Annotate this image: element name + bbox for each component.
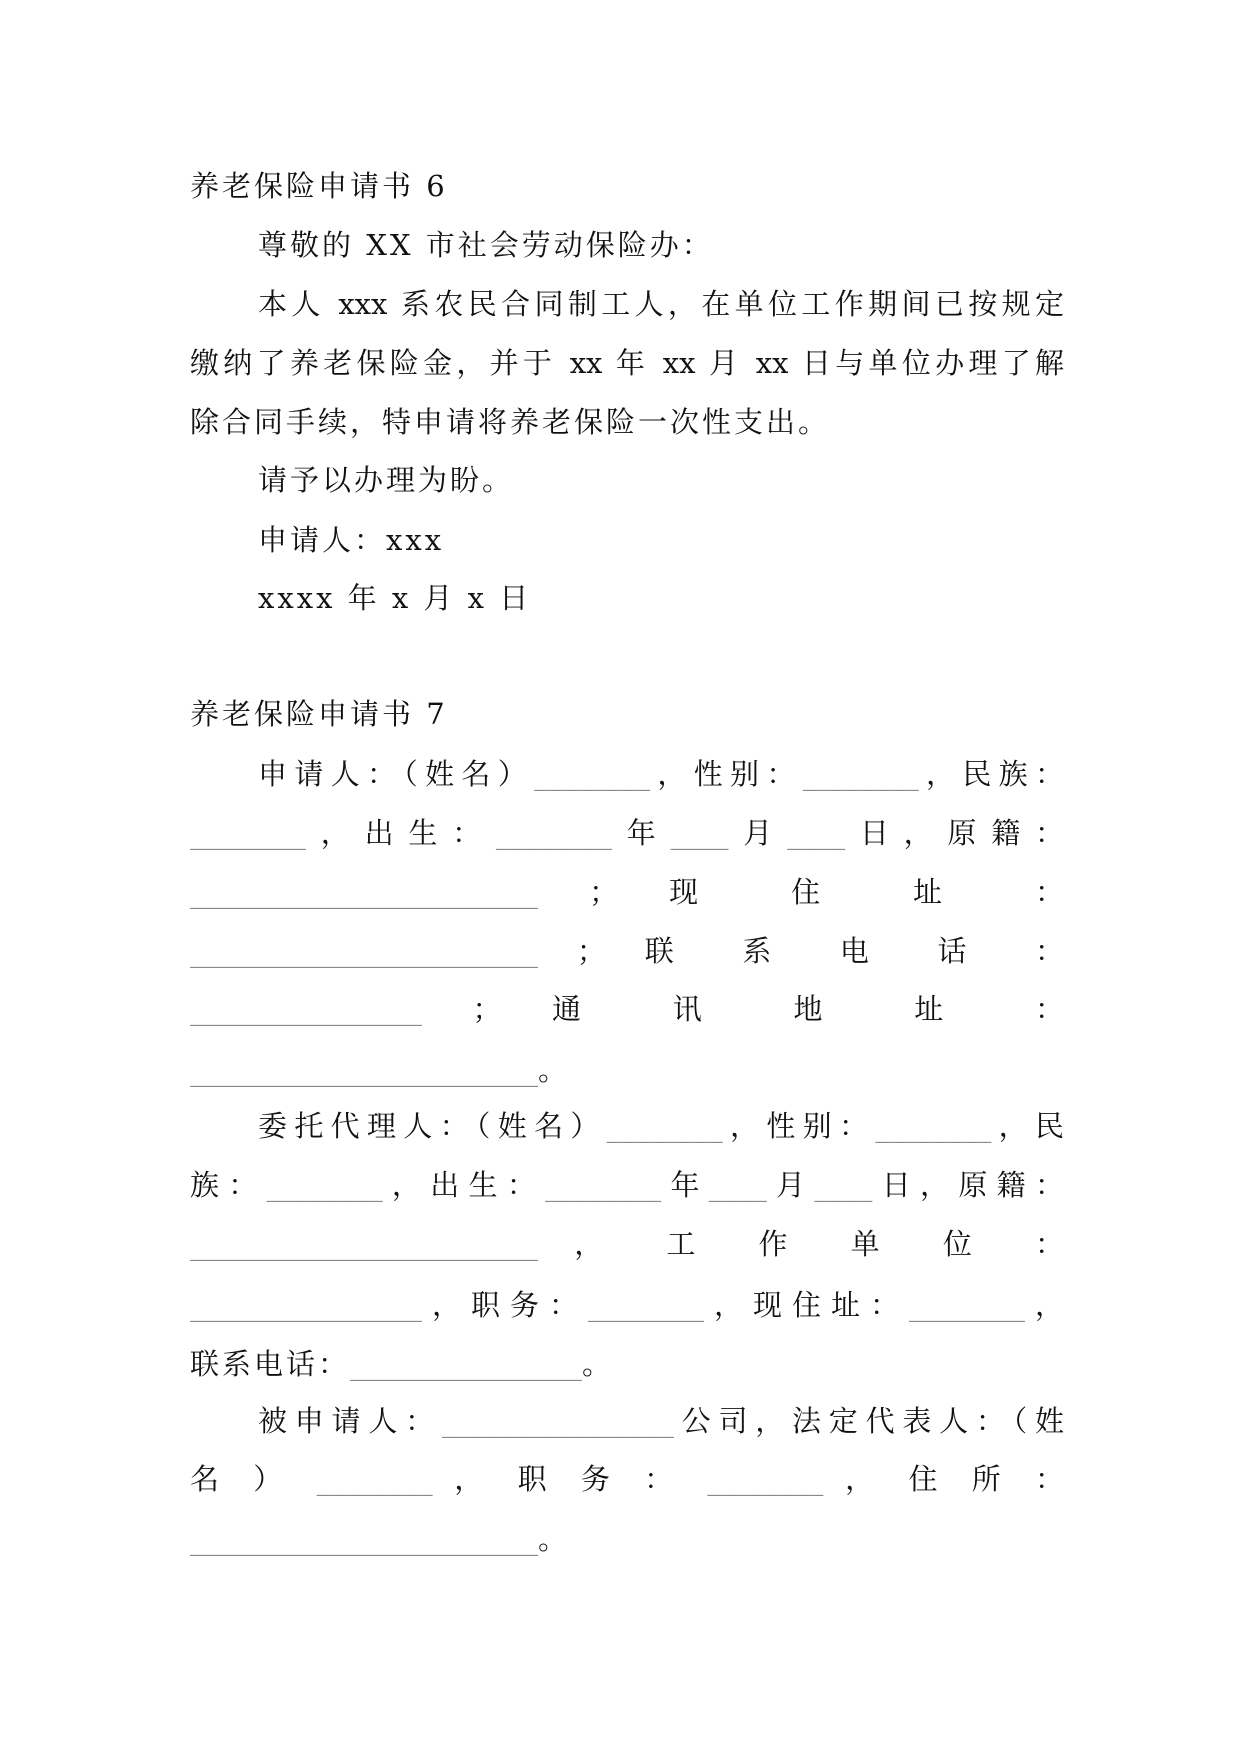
salutation: 尊敬的 XX 市社会劳动保险办： bbox=[258, 228, 714, 262]
blank-field: ________ bbox=[495, 816, 612, 850]
form-line: ________________________。 bbox=[190, 1053, 571, 1087]
form-line: 委托代理人：（姓名）________，性别：________，民 bbox=[258, 1109, 1064, 1143]
blank-field: ________________________ bbox=[190, 934, 538, 968]
form-line: 被申请人：________________公司，法定代表人：（姓 bbox=[258, 1404, 1064, 1438]
blank-field: ________________ bbox=[190, 1288, 422, 1322]
paragraph-line: 本人 xxx 系农民合同制工人，在单位工作期间已按规定 bbox=[258, 287, 1064, 321]
blank-field: ________ bbox=[707, 1462, 824, 1496]
form-line: 联系电话：________________。 bbox=[190, 1347, 615, 1381]
paragraph-line: 请予以办理为盼。 bbox=[258, 463, 515, 497]
form-line: ________________________ ； 现 住 址 ： bbox=[190, 875, 1064, 909]
blank-field: ________ bbox=[875, 1109, 992, 1143]
paragraph-line: 除合同手续，特申请将养老保险一次性支出。 bbox=[190, 405, 831, 439]
blank-field: ________ bbox=[316, 1462, 433, 1496]
form-line: 申请人：（姓名）________，性别：________，民族： bbox=[258, 757, 1064, 791]
blank-field: ________ bbox=[545, 1168, 662, 1202]
section-title: 养老保险申请书 7 bbox=[190, 697, 448, 731]
form-line: ________________________ ， 工 作 单 位 ： bbox=[190, 1227, 1064, 1261]
form-line: ________，出生：________年____月____日，原籍： bbox=[190, 816, 1064, 850]
blank-field: ________ bbox=[534, 757, 651, 791]
date-line: xxxx 年 x 月 x 日 bbox=[258, 581, 532, 615]
blank-field: ____ bbox=[670, 816, 729, 850]
form-line: ________________________ ； 联 系 电 话 ： bbox=[190, 934, 1064, 968]
blank-field: ________ bbox=[266, 1168, 383, 1202]
blank-field: ________ bbox=[908, 1288, 1025, 1322]
blank-field: ____ bbox=[814, 1168, 873, 1202]
blank-field: ________________________ bbox=[190, 1522, 538, 1556]
section-title: 养老保险申请书 6 bbox=[190, 169, 448, 203]
form-line: 族：________，出生：________年____月____日，原籍： bbox=[190, 1168, 1064, 1202]
blank-field: ________ bbox=[587, 1288, 704, 1322]
applicant-signature: 申请人：xxx bbox=[258, 523, 445, 557]
blank-field: ________________________ bbox=[190, 1227, 538, 1261]
form-line: ________________ ； 通 讯 地 址 ： bbox=[190, 992, 1064, 1026]
blank-field: ________________ bbox=[190, 992, 422, 1026]
form-line: 名 ） ________ ， 职 务 ： ________ ， 住 所 ： bbox=[190, 1462, 1065, 1496]
blank-field: ____ bbox=[708, 1168, 767, 1202]
blank-field: ________________ bbox=[350, 1347, 583, 1381]
blank-field: ________________________ bbox=[190, 1053, 538, 1087]
form-line: ________________________。 bbox=[190, 1522, 571, 1556]
blank-field: ________________________ bbox=[190, 875, 538, 909]
blank-field: ____ bbox=[787, 816, 846, 850]
paragraph-line: 缴纳了养老保险金，并于 xx 年 xx 月 xx 日与单位办理了解 bbox=[190, 346, 1064, 380]
form-line: ________________，职务：________，现住址：________， bbox=[190, 1288, 1064, 1322]
blank-field: ________________ bbox=[441, 1404, 674, 1438]
blank-field: ________ bbox=[190, 816, 306, 850]
blank-field: ________ bbox=[802, 757, 919, 791]
blank-field: ________ bbox=[606, 1109, 723, 1143]
